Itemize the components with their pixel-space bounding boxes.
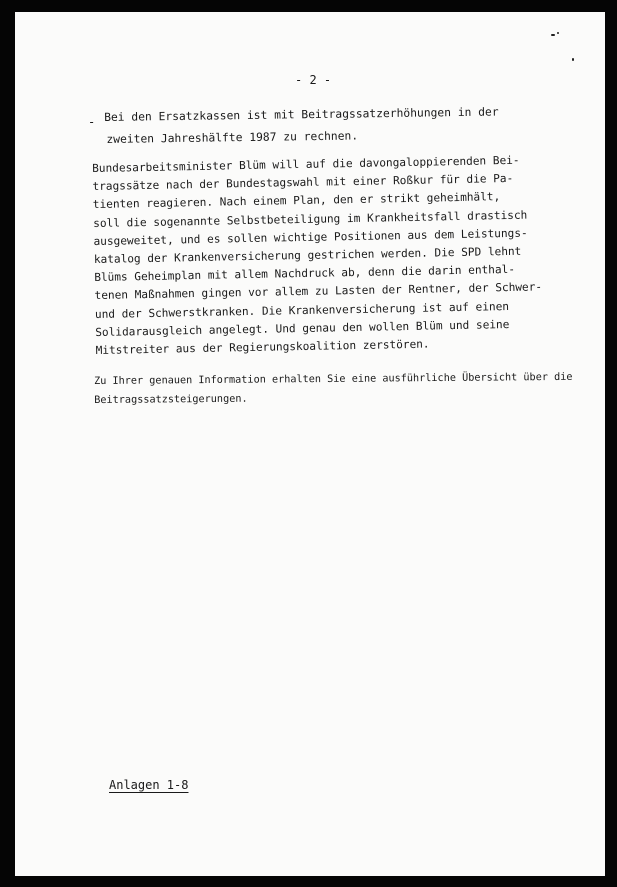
annex-reference: Anlagen 1-8 bbox=[109, 778, 189, 792]
paragraph-line: tienten reagieren. Nach einem Plan, den er strikt geheimhält, bbox=[92, 190, 501, 212]
paragraph-information bbox=[94, 368, 573, 410]
paragraph-line: Zu Ihrer genauen Information erhalten Sie eine ausführliche Übersicht über die bbox=[94, 371, 573, 387]
paragraph-bluem bbox=[92, 151, 543, 360]
bullet-line: Bei den Ersatzkassen ist mit Beitragssatzerhöhungen in der bbox=[104, 105, 499, 124]
paragraph-line: Blüms Geheimplan mit allem Nachdruck ab, denn die darin enthal- bbox=[94, 263, 516, 285]
paragraph-line: Mitstreiter aus der Regierungskoalition zerstören. bbox=[95, 337, 430, 357]
paragraph-line: tragssätze nach der Bundestagswahl mit einer Roßkur für die Pa- bbox=[92, 172, 514, 194]
scan-speck bbox=[557, 32, 559, 34]
bullet-line: zweiten Jahreshälfte 1987 zu rechnen. bbox=[106, 129, 359, 146]
scan-speck bbox=[572, 58, 574, 61]
paragraph-line: Beitragssatzsteigerungen. bbox=[94, 393, 248, 406]
paragraph-line: Bundesarbeitsminister Blüm will auf die davongaloppierenden Bei- bbox=[92, 153, 520, 175]
paragraph-line: soll die sogenannte Selbstbeteiligung im Krankheitsfall drastisch bbox=[93, 208, 528, 230]
paragraph-line: tenen Maßnahmen gingen vor allem zu Lasten der Rentner, der Schwer- bbox=[94, 280, 543, 303]
paragraph-line: katalog der Krankenversicherung gestrichen werden. Die SPD lehnt bbox=[93, 244, 522, 266]
paragraph-line: ausgeweitet, und es sollen wichtige Positionen aus dem Leistungs- bbox=[93, 226, 528, 248]
bullet-item bbox=[104, 101, 499, 151]
paragraph-line: Solidarausgleich angelegt. Und genau den wollen Blüm und seine bbox=[95, 317, 510, 339]
paragraph-line: und der Schwerstkranken. Die Krankenversicherung ist auf einen bbox=[94, 299, 510, 321]
bullet-dash: - bbox=[88, 115, 96, 129]
page-number: - 2 - bbox=[295, 73, 332, 87]
document-page bbox=[15, 12, 605, 876]
scan-speck bbox=[551, 34, 555, 36]
